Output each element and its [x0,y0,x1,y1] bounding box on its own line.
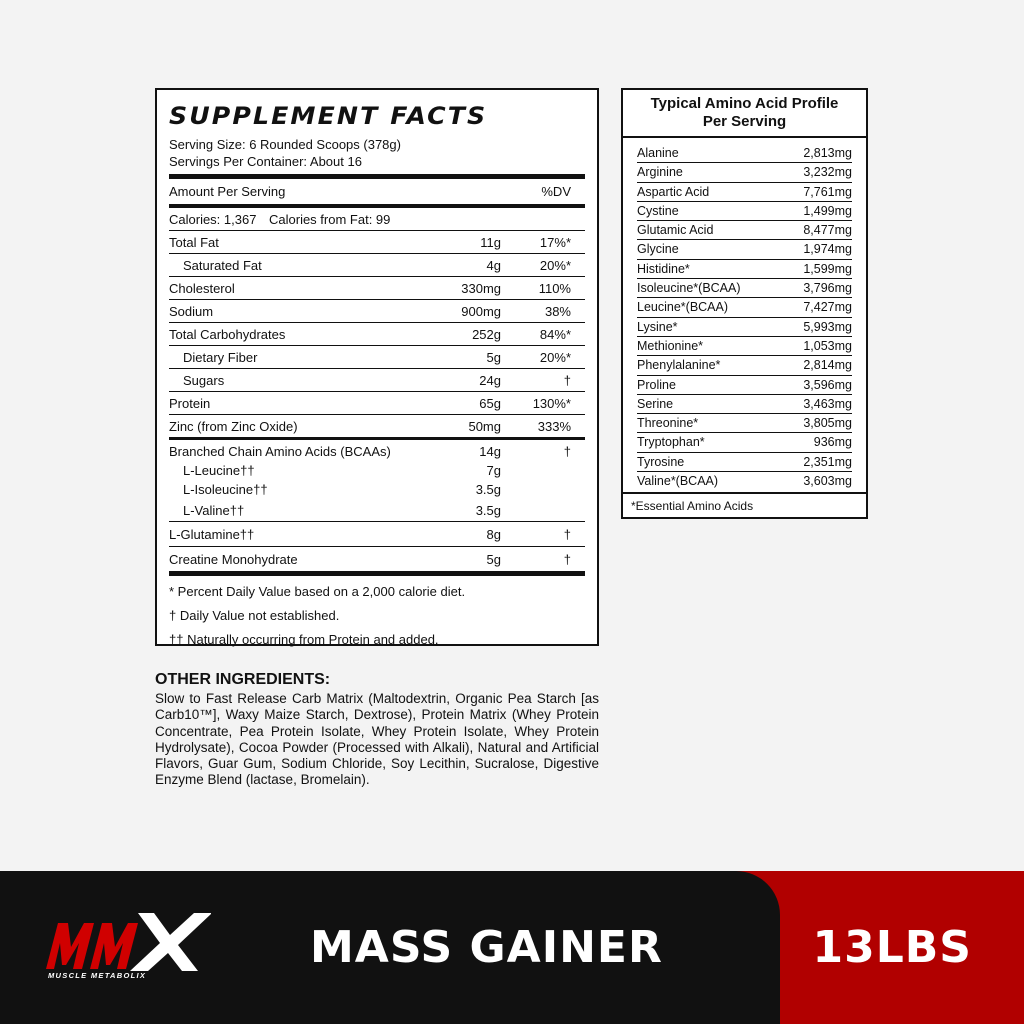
table-row: Total Carbohydrates 252g 84%* [169,323,585,346]
other-ingredients-text: Slow to Fast Release Carb Matrix (Maltodextrin, Organic Pea Starch [as Carb10™], Waxy Maize Starch, Dextrose), Protein Matrix (Whey Protein Concentrate, Pea Protein Isolate, Whey Protein Isolate, Whey Protein Hydrolysate), Cocoa Powder (Processed with Alkali), Natural and Artificial Flavors, Guar Gum, Sodium Chloride, Soy Lecithin, Sucralose, Digestive Enzyme Blend (lactase, Bromelain). [155,691,599,788]
amino-amount: 3,603mg [803,474,852,489]
mmx-logo-mark [46,909,211,973]
amino-amount: 2,813mg [803,146,852,160]
amino-amount: 7,761mg [803,184,852,199]
amino-row [637,279,852,298]
dv-header: %DV [541,184,571,199]
table-row: L-Valine†† 3.5g [169,499,585,522]
other-ingredients [155,671,599,789]
divider-thick [169,571,585,576]
footnote-dv: * Percent Daily Value based on a 2,000 calorie diet. [169,584,466,599]
amino-name: Phenylalanine* [637,358,721,373]
amino-row [637,183,852,202]
footnote-dagger: † Daily Value not established. [169,608,340,623]
calories: Calories: 1,367 [169,211,257,227]
amino-name: Arginine [637,165,683,180]
amino-name: Valine*(BCAA) [637,474,719,489]
amino-row [637,433,852,452]
amino-acid-profile-panel [621,88,868,519]
table-row: Dietary Fiber 5g 20%* [169,346,585,369]
amino-amount: 7,427mg [803,300,852,315]
amino-amount: 2,351mg [803,454,852,469]
amount-header-row [169,179,585,205]
amino-name: Cystine [637,203,679,218]
amino-row [637,453,852,472]
table-row: Protein 65g 130%* [169,392,585,415]
amino-amount: 1,053mg [803,338,852,353]
amino-footnote: *Essential Amino Acids [623,492,866,518]
amino-amount: 5,993mg [803,319,852,334]
amino-name: Lysine* [637,319,678,334]
amino-amount: 936mg [813,435,852,450]
amino-name: Methionine* [637,338,704,353]
amino-name: Glutamic Acid [637,223,714,238]
table-row: Branched Chain Amino Acids (BCAAs) 14g † [169,444,571,459]
amino-amount: 3,796mg [803,281,852,296]
table-row: Creatine Monohydrate 5g † [169,551,571,567]
amino-name: Tryptophan* [637,435,705,450]
amino-title-line2: Per Serving [702,113,787,130]
amino-amount: 8,477mg [803,223,852,238]
mmx-logo [46,909,211,989]
table-row: Total Fat 11g 17%* [169,231,585,254]
table-row: L-Isoleucine†† 3.5g [183,482,501,497]
amino-row [637,472,852,490]
amino-amount: 3,463mg [803,396,852,411]
table-row: Saturated Fat 4g 20%* [169,254,585,277]
amino-name: Alanine [637,146,679,160]
amino-row [637,240,852,259]
amino-amount: 1,974mg [803,242,852,257]
amino-row [637,337,852,356]
amino-title [623,90,866,138]
amino-name: Serine [637,396,674,411]
amino-name: Tyrosine [637,454,685,469]
table-row: Cholesterol 330mg 110% [169,277,585,300]
logo-subtext: MUSCLE METABOLIX [48,971,147,980]
other-ingredients-heading: OTHER INGREDIENTS: [155,671,331,688]
amino-row [637,356,852,375]
amino-amount: 3,232mg [803,165,852,180]
amino-name: Leucine*(BCAA) [637,300,729,315]
facts-title: SUPPLEMENT FACTS [169,102,488,130]
table-row: L-Leucine†† 7g [183,463,501,478]
amino-row [637,260,852,279]
amino-amount: 2,814mg [803,358,852,373]
product-banner [0,871,1024,1024]
amino-row [637,318,852,337]
footnotes [169,580,585,652]
table-row: Zinc (from Zinc Oxide) 50mg 333% [169,415,585,440]
amino-row [637,395,852,414]
supplement-facts-panel [155,88,599,646]
amino-row [637,202,852,221]
amino-row [637,376,852,395]
table-row: L-Glutamine†† 8g † [169,522,585,547]
footnote-double-dagger: †† Naturally occurring from Protein and added. [169,632,439,647]
product-weight: 13LBS [812,922,972,973]
amino-amount: 3,596mg [803,377,852,392]
amino-name: Histidine* [637,261,690,276]
amino-row [637,144,852,163]
amino-amount: 1,499mg [803,203,852,218]
amino-amount: 1,599mg [803,261,852,276]
serving-size: Serving Size: 6 Rounded Scoops (378g) [169,137,401,152]
amino-row [637,298,852,317]
amino-name: Isoleucine*(BCAA) [637,281,741,296]
amino-row [637,414,852,433]
product-name: MASS GAINER [310,922,663,973]
calories-from-fat: Calories from Fat: 99 [269,211,391,227]
amino-name: Aspartic Acid [637,184,710,199]
calories-row [169,208,585,231]
amino-name: Proline [637,377,676,392]
amino-row [637,221,852,240]
amount-per-serving-label: Amount Per Serving [169,184,286,199]
table-row: Sodium 900mg 38% [169,300,585,323]
amino-amount: 3,805mg [803,416,852,431]
amino-title-line1: Typical Amino Acid Profile [650,95,839,112]
servings-per-container: Servings Per Container: About 16 [169,154,362,169]
amino-row [637,163,852,182]
amino-name: Threonine* [637,416,699,431]
amino-list [623,138,866,490]
amino-name: Glycine [637,242,679,257]
table-row: Sugars 24g † [169,369,585,392]
